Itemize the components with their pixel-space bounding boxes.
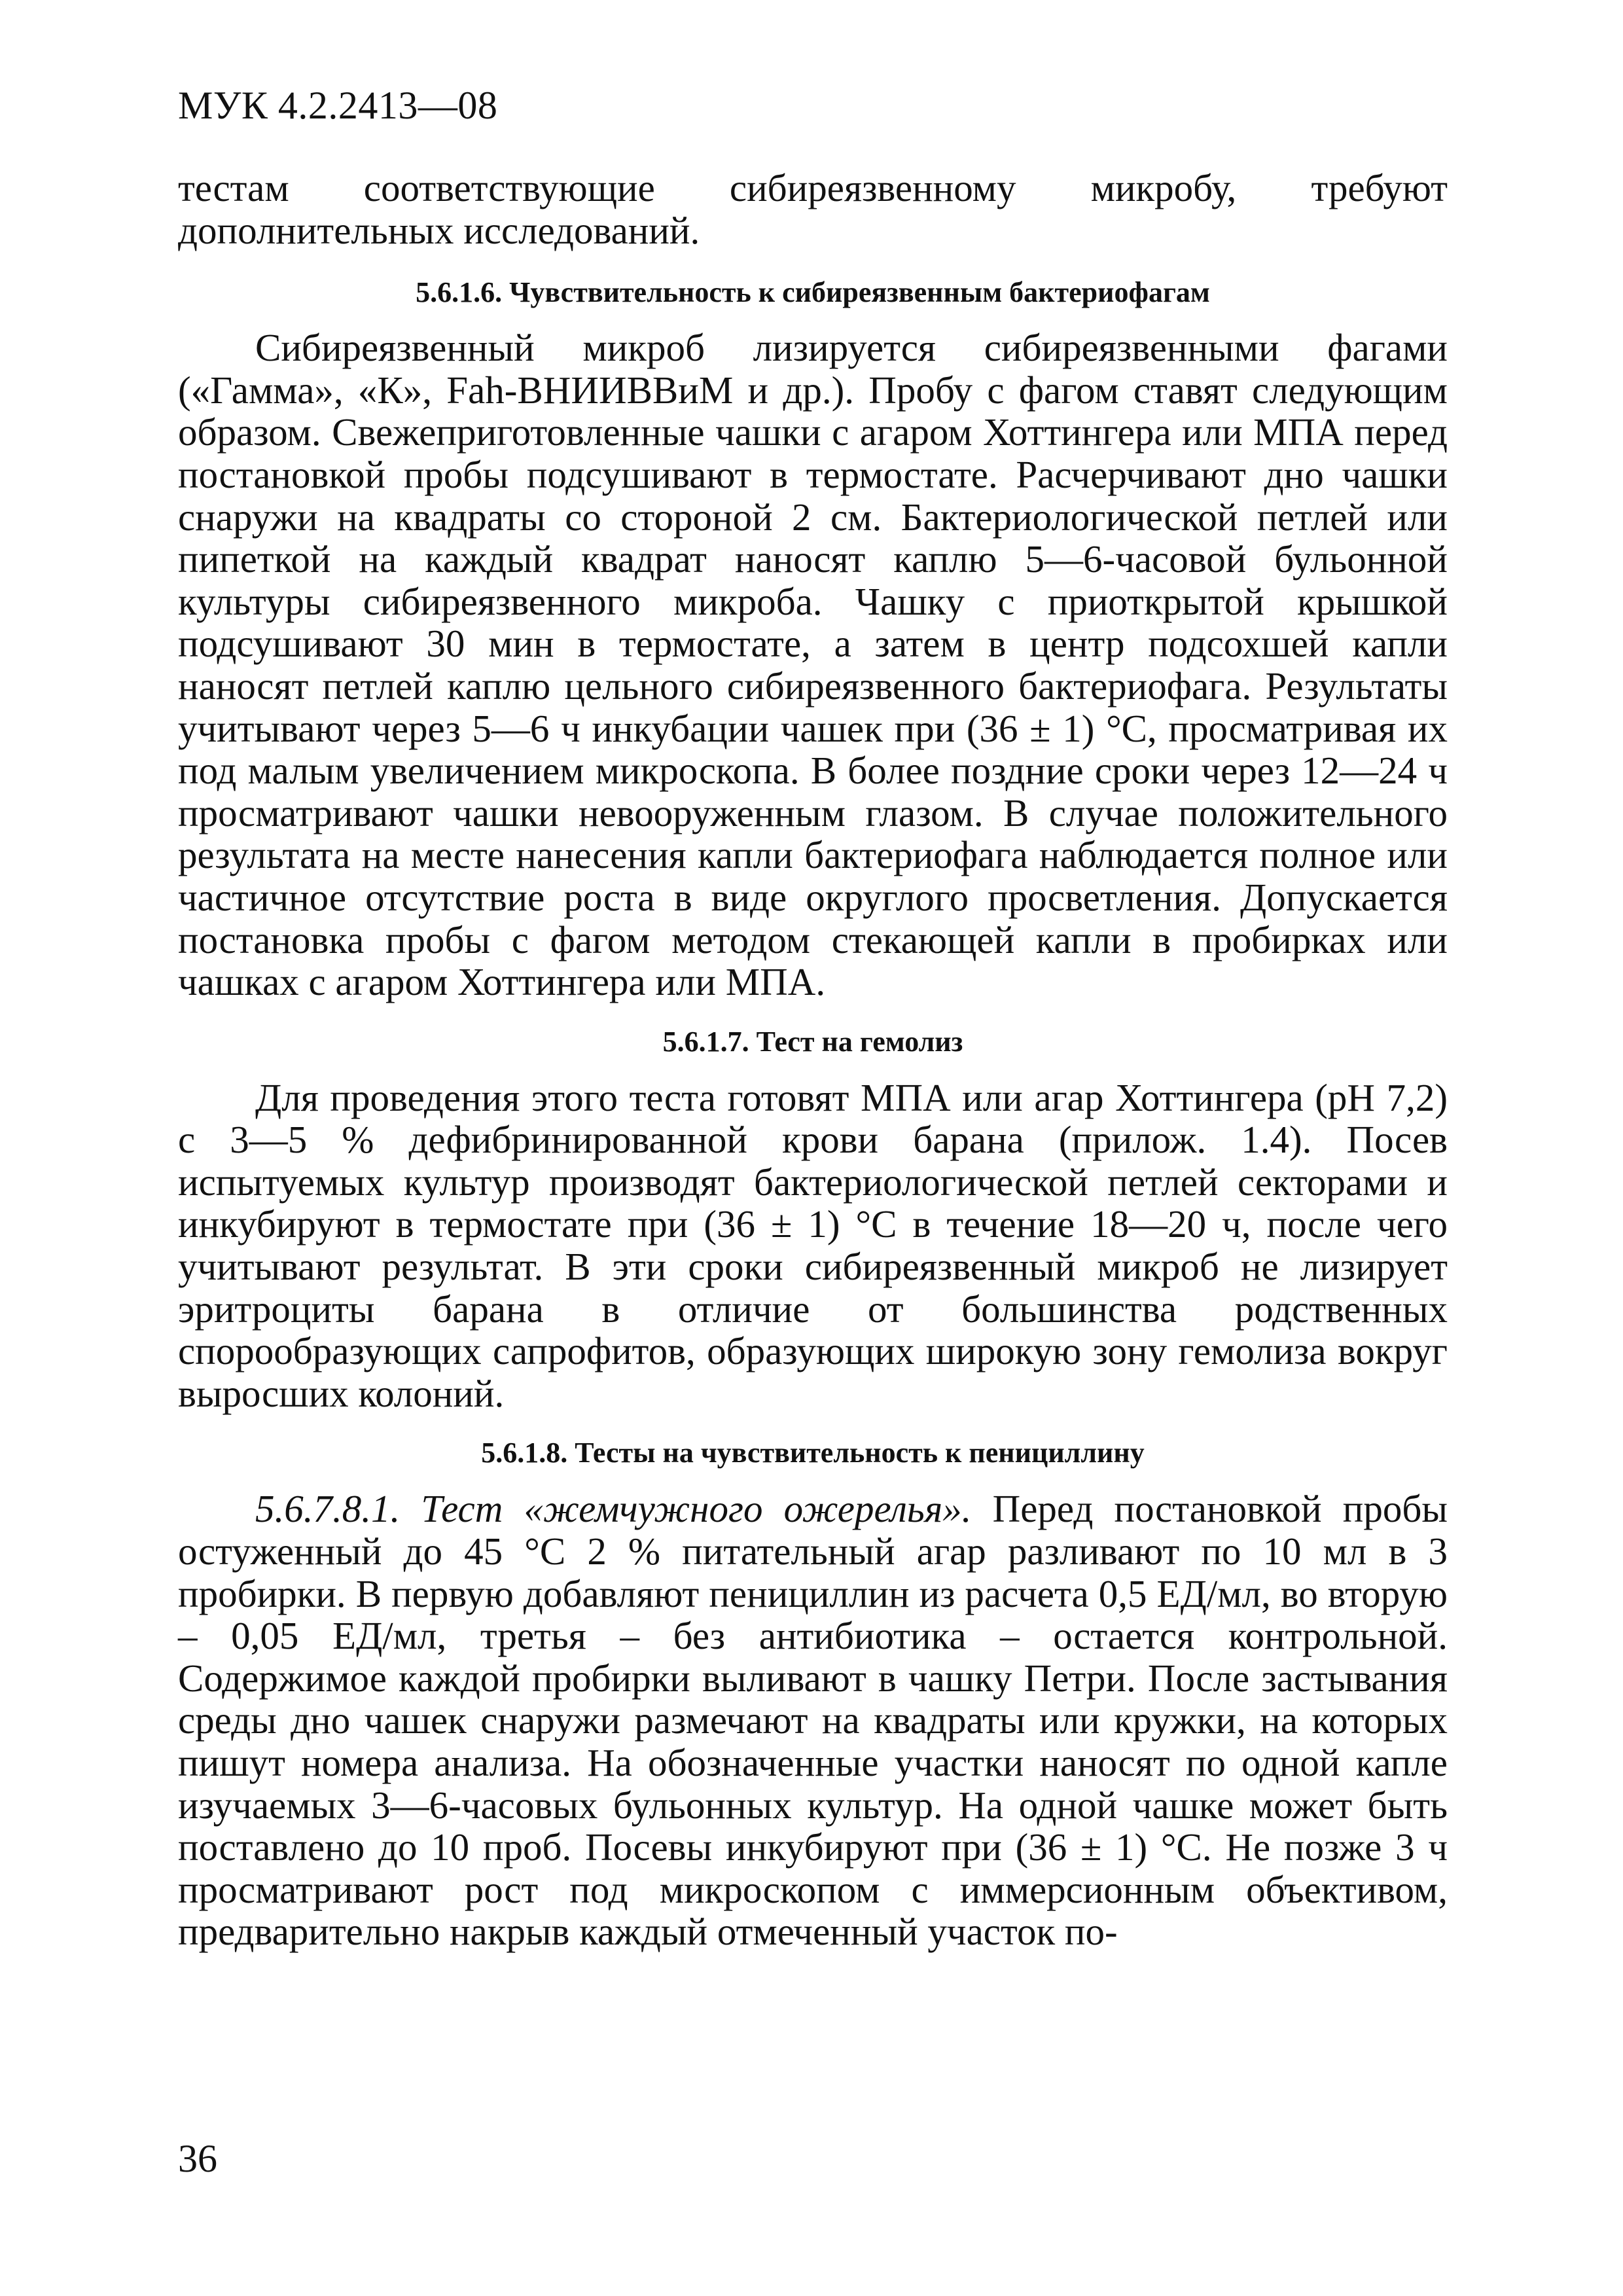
section-paragraph-5-6-1-7: Для проведения этого теста готовят МПА или агар Хоттингера (рН 7,2) с 3—5 % дефибринированной крови барана (прилож. 1.4). Посев испытуемых культур производят бактериологической петлей секторами и инкубируют в термостате при (36 ± 1) °С в течение 18—20 ч, после чего учитывают результат. В эти сроки сибиреязвенный микроб не лизирует эритроциты барана в отличие от большинства родственных спорообразующих сапрофитов, образующих широкую зону гемолиза вокруг выросших колоний. [178,1075,1448,1415]
subsection-title: 5.6.7.8.1. Тест «жемчужного ожерелья». [255,1487,972,1531]
section-heading-5-6-1-7: 5.6.1.7. Тест на гемолиз [662,1025,963,1058]
section-paragraph-5-6-1-8 [178,1488,1448,1953]
subsection-text: Перед постановкой пробы остуженный до 45 °С 2 % питательный агар разливают по 10 мл в 3 пробирки. В первую добавляют пенициллин из расчета 0,5 ЕД/мл, во вторую – 0,05 ЕД/мл, третья – без антибиотика – остается контрольной. Содержимое каждой пробирки выливают в чашку Петри. После застывания среды дно чашек снаружи размечают на квадраты или кружки, на которых пишут номера анализа. На обозначенные участки наносят по одной капле изучаемых 3—6-часовых бульонных культур. На одной чашке может быть поставлено до 10 проб. Посевы инкубируют при (36 ± 1) °С. Не позже 3 ч просматривают рост под микроскопом с иммерсионным объективом, предварительно накрыв каждый отмеченный участок по- [178,1487,1448,1954]
intro-paragraph: тестам соответствующие сибиреязвенному микробу, требуют дополнительных исследований. [178,166,1448,252]
page-number: 36 [178,2137,217,2180]
section-heading-5-6-1-6: 5.6.1.6. Чувствительность к сибиреязвенным бактериофагам [416,276,1210,309]
running-head: МУК 4.2.2413—08 [178,84,498,127]
section-heading-5-6-1-8: 5.6.1.8. Тесты на чувствительность к пенициллину [481,1437,1145,1469]
page-body [178,167,1448,1953]
section-paragraph-5-6-1-6: Сибиреязвенный микроб лизируется сибиреязвенными фагами («Гамма», «К», Fah-ВНИИВВиМ и др.). Пробу с фагом ставят следующим образом. Свежеприготовленные чашки с агаром Хоттингера или МПА перед постановкой пробы подсушивают в термостате. Расчерчивают дно чашки снаружи на квадраты со стороной 2 см. Бактериологической петлей или пипеткой на каждый квадрат наносят каплю 5—6-часовой бульонной культуры сибиреязвенного микроба. Чашку с приоткрытой крышкой подсушивают 30 мин в термостате, а затем в центр подсохшей капли наносят петлей каплю цельного сибиреязвенного бактериофага. Результаты учитывают через 5—6 ч инкубации чашек при (36 ± 1) °С, просматривая их под малым увеличением микроскопа. В более поздние сроки через 12—24 ч просматривают чашки невооруженным глазом. В случае положительного результата на месте нанесения капли бактериофага наблюдается полное или частичное отсутствие роста в виде округлого просветления. Допускается постановка пробы с фагом методом стекающей капли в пробирках или чашках с агаром Хоттингера или МПА. [178,326,1448,1004]
